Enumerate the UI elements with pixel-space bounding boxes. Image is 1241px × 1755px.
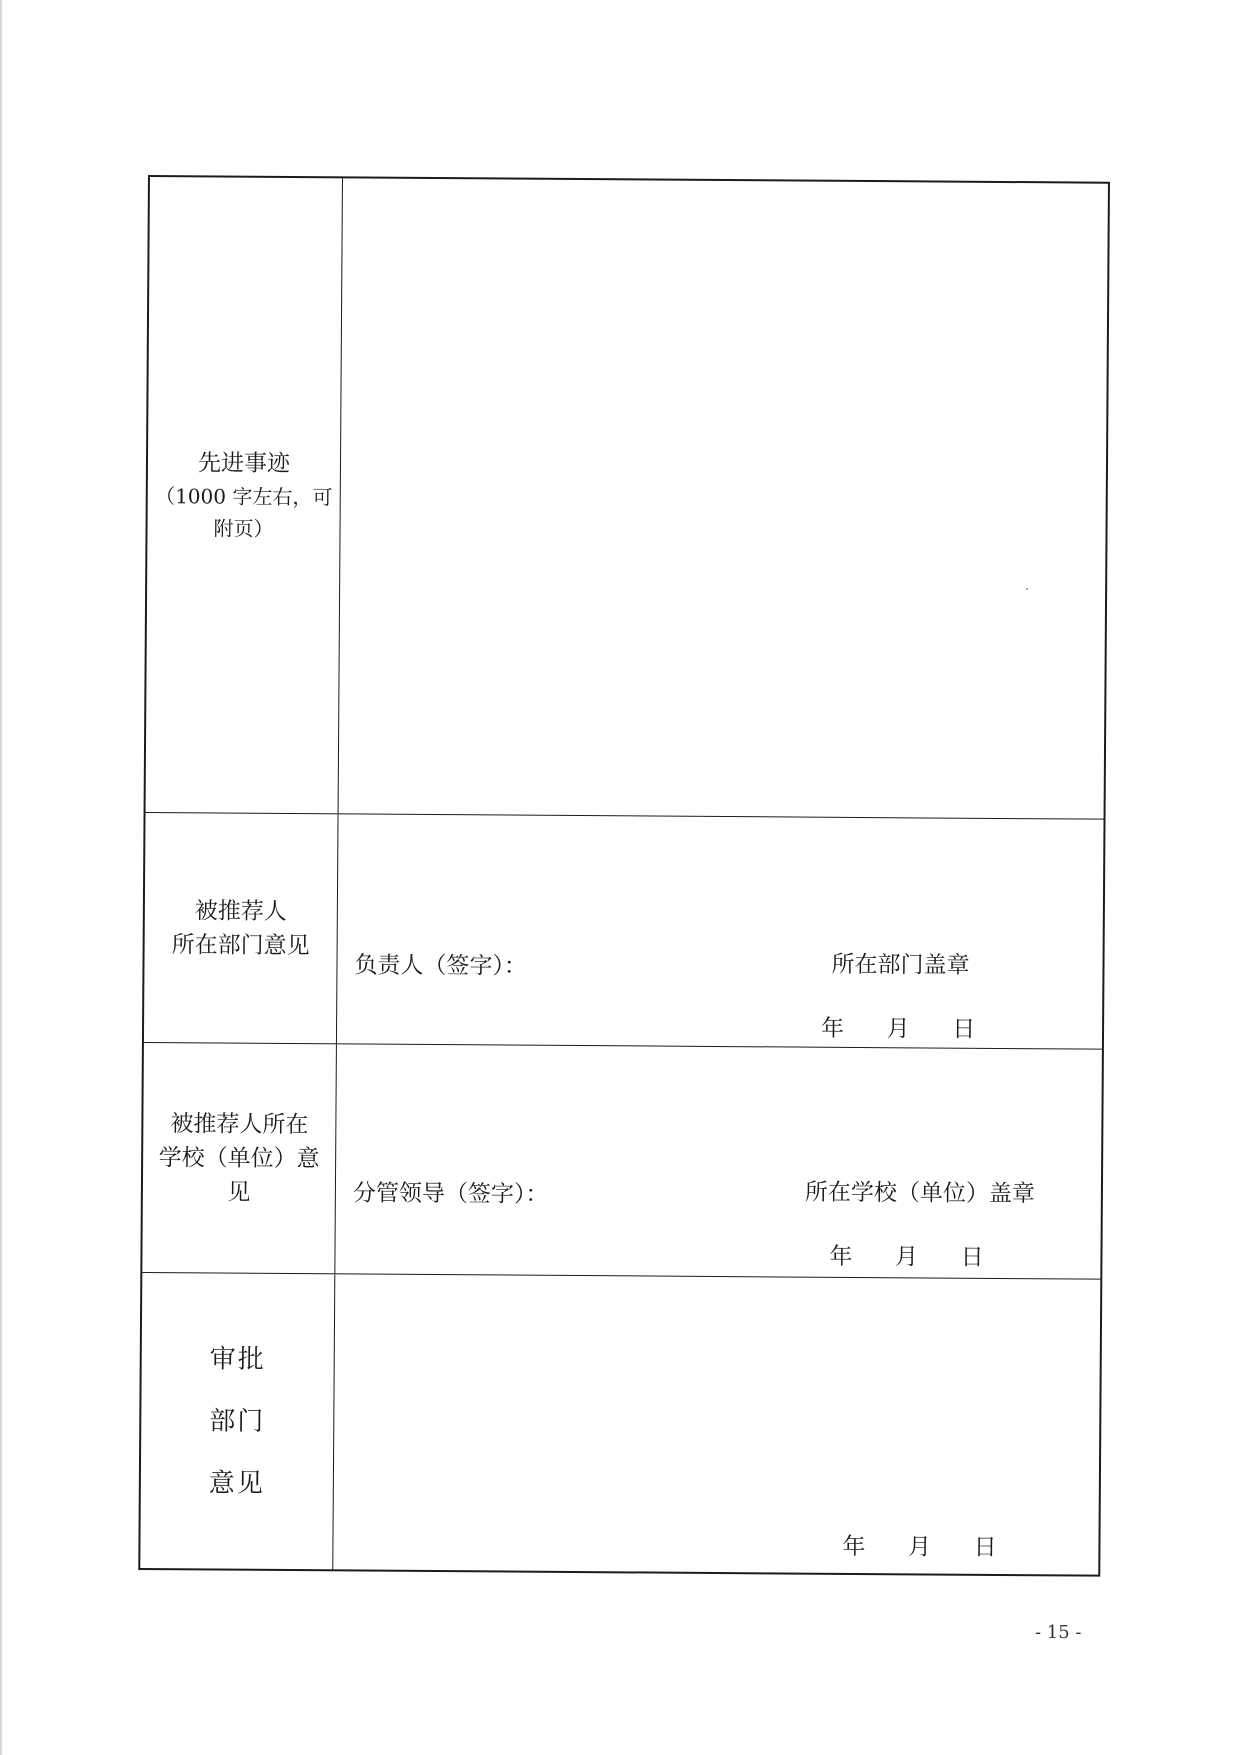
label-deeds-note-line2: 附页） [213,515,274,541]
dept-date-year: 年 [820,1015,845,1042]
label-deeds-main: 先进事迹 [197,449,291,477]
approval-date [842,1528,996,1562]
label-school-opinion [142,1043,337,1273]
page-number: - 15 - [1035,1622,1082,1643]
label-approval-line1: 审批 [209,1343,266,1375]
approval-date-day: 日 [973,1534,997,1561]
label-dept-line1: 被推荐人 [194,897,287,925]
deeds-content-area[interactable] [338,178,1108,818]
school-date-year: 年 [829,1243,853,1270]
dept-date-day: 日 [952,1016,976,1043]
scan-speck [1026,588,1028,590]
row-advanced-deeds [146,177,1108,819]
row-school-opinion [142,1042,1102,1279]
school-date-month: 月 [894,1244,919,1271]
label-approval-line3: 意见 [208,1467,265,1499]
school-date-day: 日 [960,1244,984,1271]
recommendation-form-table [138,175,1110,1577]
scan-edge [0,0,3,1755]
row-approval [140,1272,1100,1575]
label-deeds-note-line1: （1000 字左右，可 [155,483,333,509]
dept-signer-label: 负责人（签字）： [354,952,528,980]
dept-date-month: 月 [886,1016,910,1043]
dept-date [821,1010,975,1044]
school-opinion-content[interactable] [334,1044,1102,1278]
approval-date-year: 年 [842,1533,866,1561]
label-dept-opinion [144,813,339,1043]
label-school-line3: 见 [227,1179,251,1206]
label-approval [140,1273,335,1569]
school-signer-label: 分管领导（签字）： [352,1180,549,1208]
dept-stamp-label: 所在部门盖章 [831,951,970,979]
approval-date-month: 月 [907,1534,932,1561]
school-date [829,1238,983,1272]
label-school-line2: 学校（单位）意 [158,1144,320,1172]
school-stamp-label: 所在学校（单位）盖章 [804,1179,1035,1208]
label-advanced-deeds [146,177,343,813]
row-dept-opinion [144,812,1104,1049]
dept-opinion-content[interactable] [336,814,1104,1048]
label-school-line1: 被推荐人所在 [170,1110,309,1138]
label-approval-line2: 部门 [209,1405,266,1437]
label-dept-line2: 所在部门意见 [171,931,310,959]
approval-content[interactable] [332,1274,1100,1574]
